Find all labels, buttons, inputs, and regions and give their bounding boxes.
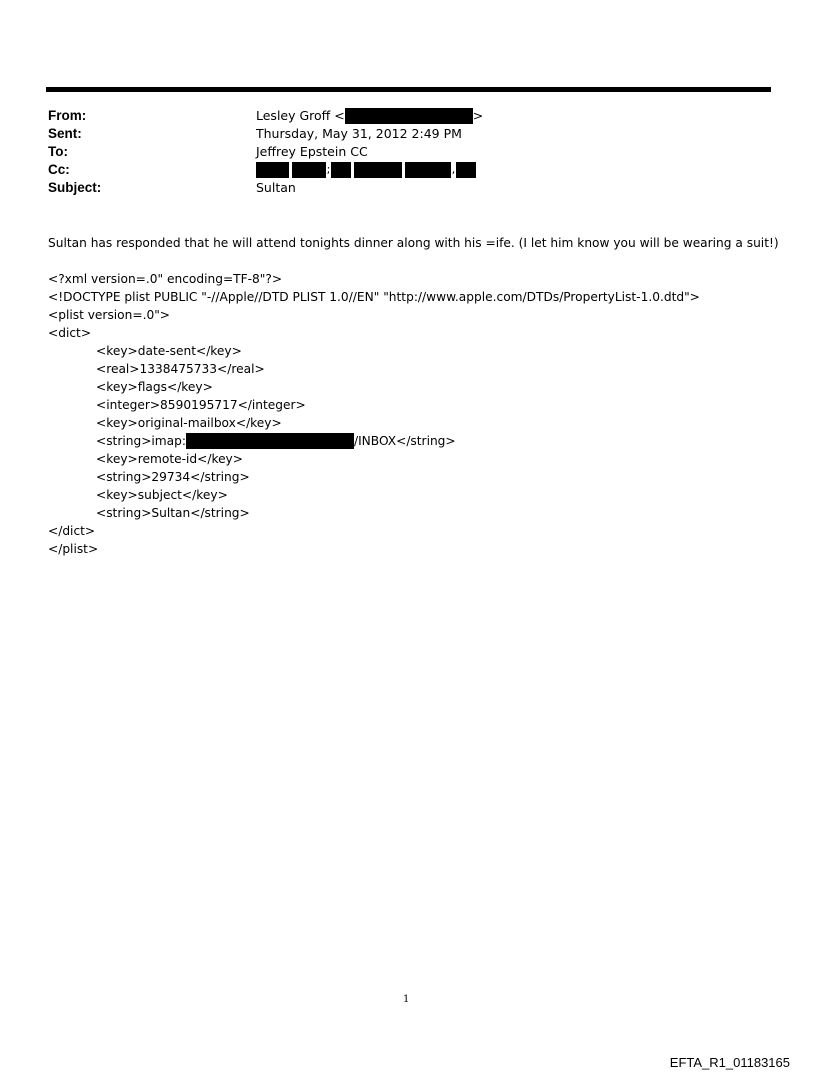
redaction-block	[456, 162, 476, 178]
xml-line: <string>Sultan</string>	[96, 506, 250, 520]
xml-line: <real>1338475733</real>	[96, 362, 265, 376]
redaction-block	[345, 108, 473, 124]
xml-line: <key>remote-id</key>	[96, 452, 243, 466]
sent-label: Sent:	[48, 126, 82, 141]
xml-line: <!DOCTYPE plist PUBLIC "-//Apple//DTD PLIST 1.0//EN" "http://www.apple.com/DTDs/PropertyList-1.0.dtd">	[48, 290, 700, 304]
subject-label: Subject:	[48, 180, 102, 195]
xml-line: <integer>8590195717</integer>	[96, 398, 306, 412]
redaction-block	[354, 162, 402, 178]
redaction-block	[186, 433, 354, 449]
from-value	[256, 107, 483, 125]
document-id: EFTA_R1_01183165	[669, 1055, 790, 1070]
redaction-block	[331, 162, 351, 178]
from-row	[48, 107, 768, 125]
xml-line: <plist version=.0">	[48, 308, 171, 322]
to-row	[48, 143, 768, 161]
page-number: 1	[403, 994, 410, 1005]
redaction-block	[292, 162, 326, 178]
xml-line: <key>original-mailbox</key>	[96, 416, 282, 430]
xml-line: <?xml version=.0" encoding=TF-8"?>	[48, 272, 283, 286]
from-close: >	[472, 108, 484, 123]
sent-row	[48, 125, 768, 143]
subject-value: Sultan	[256, 180, 296, 195]
subject-row	[48, 179, 768, 197]
message-body: Sultan has responded that he will attend tonights dinner along with his =ife. (I let him know you will be wearing a suit!)	[48, 236, 779, 250]
xml-line-suffix: /INBOX</string>	[353, 434, 456, 448]
sent-value: Thursday, May 31, 2012 2:49 PM	[256, 126, 462, 141]
xml-line-mailbox	[48, 432, 700, 450]
xml-line: <key>flags</key>	[96, 380, 213, 394]
redaction-block	[405, 162, 451, 178]
xml-line: <key>subject</key>	[96, 488, 228, 502]
xml-line: <string>29734</string>	[96, 470, 250, 484]
xml-line: <dict>	[48, 326, 92, 340]
from-name: Lesley Groff <	[256, 108, 345, 123]
redaction-block	[256, 162, 289, 178]
cc-value	[256, 161, 476, 179]
xml-line: </dict>	[48, 524, 96, 538]
cc-row	[48, 161, 768, 179]
header-rule	[46, 87, 771, 92]
from-label: From:	[48, 108, 87, 123]
cc-separator: ,	[451, 163, 456, 176]
to-label: To:	[48, 144, 68, 159]
to-value: Jeffrey Epstein CC	[256, 144, 368, 159]
xml-line-prefix: <string>imap:	[96, 434, 186, 448]
xml-line: </plist>	[48, 542, 99, 556]
cc-separator: ;	[326, 163, 331, 176]
email-header	[48, 107, 768, 197]
xml-line: <key>date-sent</key>	[96, 344, 242, 358]
xml-metadata	[48, 270, 700, 558]
cc-label: Cc:	[48, 162, 70, 177]
